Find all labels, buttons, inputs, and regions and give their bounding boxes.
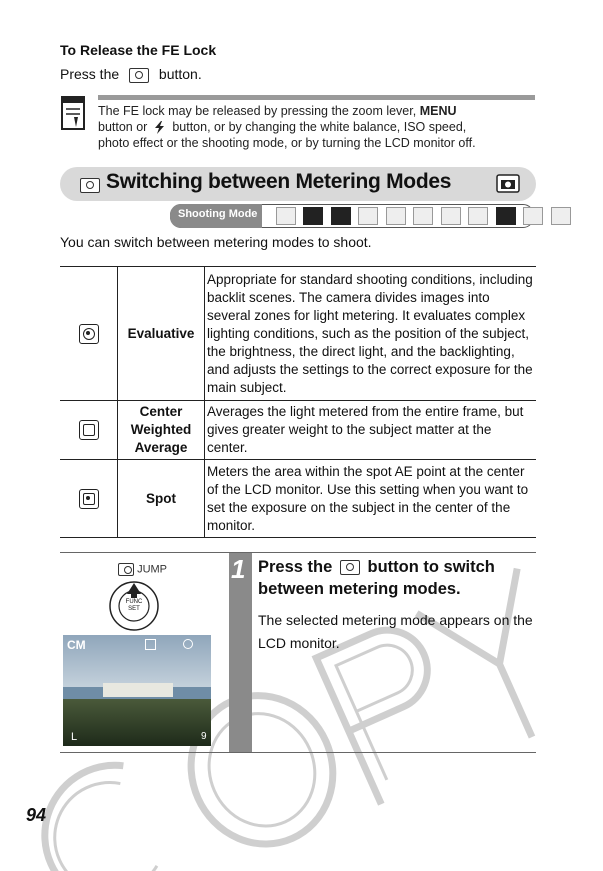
- mode-description: Meters the area within the spot AE point at the center of the LCD monitor. Use this setting when you want to set the exposure on the subject in the center of the monitor.: [205, 460, 537, 538]
- fe-lock-button-text: button.: [158, 66, 202, 82]
- step-number: 1: [231, 554, 246, 584]
- mode-label: Spot: [118, 460, 205, 538]
- camera-mode-icon: [496, 174, 520, 193]
- table-row: [60, 401, 536, 460]
- page-number: 94: [26, 805, 47, 825]
- jump-label: JUMP: [137, 563, 168, 576]
- note-text: [98, 103, 538, 151]
- note-rule: [98, 95, 535, 100]
- manual-mode-icon: [303, 207, 323, 225]
- lcd-shots-remaining: 9: [201, 731, 207, 742]
- step-title: [258, 556, 536, 600]
- fe-lock-press-text: Press the: [60, 66, 120, 82]
- lcd-monitor: [63, 635, 211, 746]
- spot-metering-icon: [79, 489, 99, 509]
- icon-cell: [60, 401, 118, 460]
- lcd-foliage: [63, 699, 211, 746]
- metering-icon: [80, 178, 100, 193]
- shooting-mode-label: Shooting Mode: [178, 208, 258, 220]
- lcd-metering-icon: [145, 639, 156, 650]
- landscape-mode-icon: [413, 207, 433, 225]
- table-row: [60, 460, 536, 538]
- section-title: Switching between Metering Modes: [106, 170, 452, 193]
- note-line3: photo effect or the shooting mode, or by turning the LCD monitor off.: [98, 136, 476, 150]
- special-scene-mode-icon: [468, 207, 488, 225]
- night-scene-mode-icon: [441, 207, 461, 225]
- movie-mode-icon: [523, 207, 543, 225]
- lcd-mode-readout: CM: [67, 638, 86, 652]
- icon-cell: [60, 460, 118, 538]
- lcd-size-readout: L: [71, 731, 78, 743]
- step-title-end: button to switch between metering modes.: [258, 558, 495, 598]
- shooting-mode-icons: [276, 207, 574, 225]
- lcd-building: [103, 683, 173, 697]
- flash-icon: [153, 121, 167, 134]
- jump-indicator: [118, 563, 167, 576]
- auto-mode-icon: [276, 207, 296, 225]
- table-row: [60, 267, 536, 401]
- metering-button-icon: [129, 68, 149, 83]
- digital-macro-mode-icon: [331, 207, 351, 225]
- portrait-mode-icon: [386, 207, 406, 225]
- lcd-flash-icon: [183, 639, 193, 649]
- mode-description: Appropriate for standard shooting conditions, including backlit scenes. The camera divides images into several zones for light metering. It evaluates complex lighting conditions, such as the position of the subject, the brightness, the direct light, and the backlighting, and adjusts the settings to the correct exposure for the main subject.: [205, 267, 537, 401]
- stitch-assist-mode-icon: [496, 207, 516, 225]
- step-top-rule: [60, 552, 536, 553]
- section-intro: You can switch between metering modes to shoot.: [60, 234, 372, 250]
- step-bottom-rule: [60, 752, 536, 753]
- fe-lock-heading: To Release the FE Lock: [60, 42, 217, 58]
- step-body: The selected metering mode appears on the LCD monitor.: [258, 612, 533, 651]
- mode-label: Center Weighted Average: [118, 401, 205, 460]
- evaluative-metering-icon: [79, 324, 99, 344]
- step-title-start: Press the: [258, 558, 333, 576]
- memo-icon: [60, 95, 86, 131]
- menu-label: MENU: [419, 104, 457, 118]
- mode-label: Evaluative: [118, 267, 205, 401]
- fe-lock-instruction: [60, 66, 202, 83]
- my-colors-mode-icon: [551, 207, 571, 225]
- mode-description: Averages the light metered from the entire frame, but gives greater weight to the subject matter at the center.: [205, 401, 537, 460]
- metering-modes-table: [60, 266, 536, 538]
- center-weighted-metering-icon: [79, 420, 99, 440]
- note-line2-start: button or: [98, 120, 148, 134]
- func-set-label: FUNC SET: [125, 599, 143, 612]
- icon-cell: [60, 267, 118, 401]
- color-accent-mode-icon: [358, 207, 378, 225]
- metering-button-icon: [340, 560, 360, 575]
- metering-button-icon: [118, 563, 134, 576]
- note-line2-end: button, or by changing the white balance, ISO speed,: [172, 120, 467, 134]
- note-line1: The FE lock may be released by pressing the zoom lever,: [98, 104, 417, 118]
